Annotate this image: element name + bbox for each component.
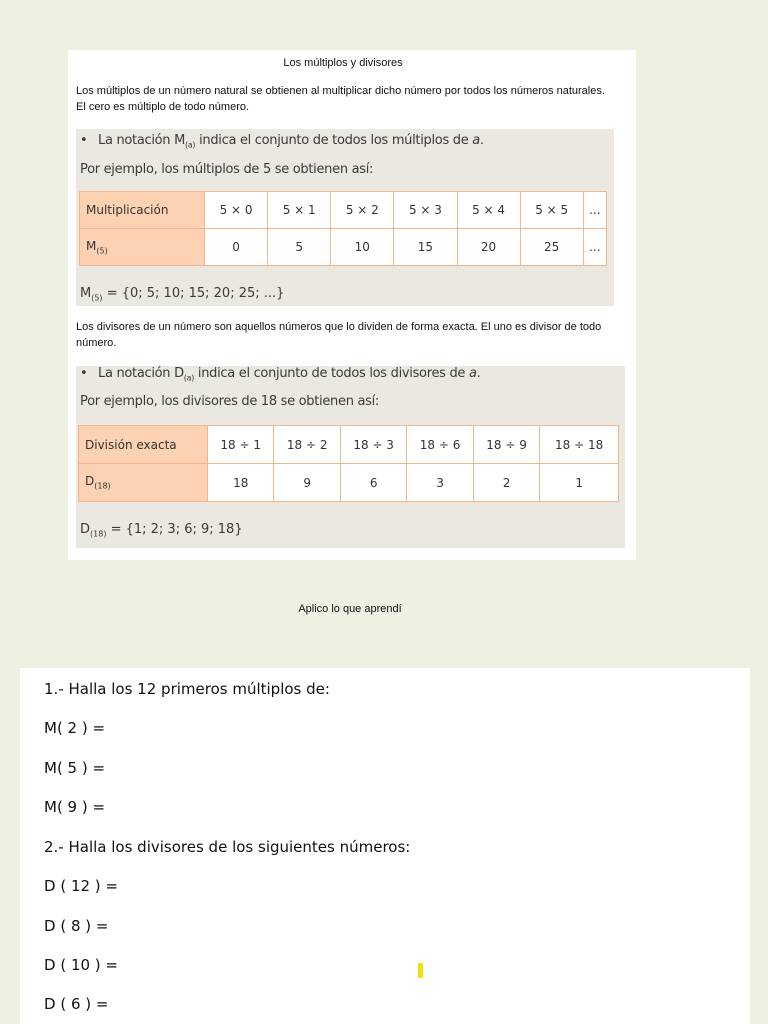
- multiples-table: [79, 191, 607, 266]
- multiples-example: Por ejemplo, los múltiplos de 5 se obtienen así:: [80, 162, 374, 177]
- table-cell: 18 ÷ 6: [407, 426, 473, 464]
- table-cell: 5 × 5: [520, 192, 583, 229]
- bullet-icon: •: [80, 133, 88, 148]
- multiples-notation: • La notación $M_{(a)}$ indica el conjunto de todos los múltiplos de a.: [80, 133, 484, 150]
- table-cell: 18 ÷ 18: [540, 426, 619, 464]
- divisors-definition: Los divisores de un número son aquellos números que lo dividen de forma exacta. El uno es divisor de todo número.: [76, 321, 602, 349]
- table-cell: 5 × 2: [331, 192, 394, 229]
- divisors-box: [76, 366, 625, 548]
- bullet-icon: •: [80, 366, 88, 381]
- reference-title: Los múltiplos y divisores: [283, 57, 403, 69]
- table-row: [80, 229, 607, 266]
- table-cell: 18 ÷ 2: [274, 426, 340, 464]
- table-cell: 15: [394, 229, 457, 266]
- divisors-of-8-line[interactable]: D ( 8 ) =: [44, 917, 109, 935]
- multiples-box: [76, 129, 614, 306]
- table-cell: 5 × 1: [268, 192, 331, 229]
- table-cell: 18 ÷ 1: [208, 426, 274, 464]
- table-row: [79, 464, 619, 502]
- table-cell: 18 ÷ 9: [473, 426, 539, 464]
- text-cursor: [418, 963, 423, 978]
- table-row: [80, 192, 607, 229]
- table-header-cell: Multiplicación: [80, 192, 205, 229]
- question-2: 2.- Halla los divisores de los siguientes números:: [44, 838, 411, 856]
- table-cell: 3: [407, 464, 473, 502]
- multiples-of-9-line[interactable]: M( 9 ) =: [44, 798, 106, 816]
- table-cell: ...: [583, 192, 606, 229]
- table-cell: 2: [473, 464, 539, 502]
- multiples-of-5-line[interactable]: M( 5 ) =: [44, 759, 106, 777]
- apply-heading: Aplico lo que aprendí: [298, 603, 402, 615]
- table-cell: 5: [268, 229, 331, 266]
- table-header-cell: $D_{(18)}$: [79, 464, 208, 502]
- table-cell: 0: [205, 229, 268, 266]
- multiples-set: $M_{(5)} = \{0$; 5; 10; 15; 20; 25; ...}: [80, 286, 285, 303]
- question-1: 1.- Halla los 12 primeros múltiplos de:: [44, 680, 330, 698]
- table-cell: 9: [274, 464, 340, 502]
- table-cell: 10: [331, 229, 394, 266]
- multiples-definition: Los múltiplos de un número natural se obtienen al multiplicar dicho número por todos los números naturales. El cero es múltiplo de todo número.: [76, 85, 605, 113]
- table-cell: 1: [540, 464, 619, 502]
- table-cell: 18: [208, 464, 274, 502]
- table-cell: 5 × 0: [205, 192, 268, 229]
- divisors-of-6-line[interactable]: D ( 6 ) =: [44, 995, 109, 1013]
- reference-card: [68, 50, 636, 560]
- divisors-set: $D_{(18)} = \{1$; 2; 3; 6; 9; 18}: [80, 522, 243, 539]
- table-cell: 5 × 4: [457, 192, 520, 229]
- table-cell: ...: [583, 229, 606, 266]
- divisors-of-12-line[interactable]: D ( 12 ) =: [44, 877, 118, 895]
- table-cell: 6: [340, 464, 406, 502]
- table-cell: 25: [520, 229, 583, 266]
- table-header-cell: División exacta: [79, 426, 208, 464]
- table-row: [79, 426, 619, 464]
- table-cell: 20: [457, 229, 520, 266]
- table-cell: 5 × 3: [394, 192, 457, 229]
- table-header-cell: $M_{(5)}$: [80, 229, 205, 266]
- divisors-example: Por ejemplo, los divisores de 18 se obtienen así:: [80, 394, 380, 409]
- divisors-table: [78, 425, 619, 502]
- divisors-notation: • La notación $D_{(a)}$ indica el conjunto de todos los divisores de a.: [80, 366, 481, 383]
- exercise-sheet[interactable]: [20, 668, 750, 1024]
- table-cell: 18 ÷ 3: [340, 426, 406, 464]
- divisors-of-10-line[interactable]: D ( 10 ) =: [44, 956, 118, 974]
- multiples-of-2-line[interactable]: M( 2 ) =: [44, 719, 106, 737]
